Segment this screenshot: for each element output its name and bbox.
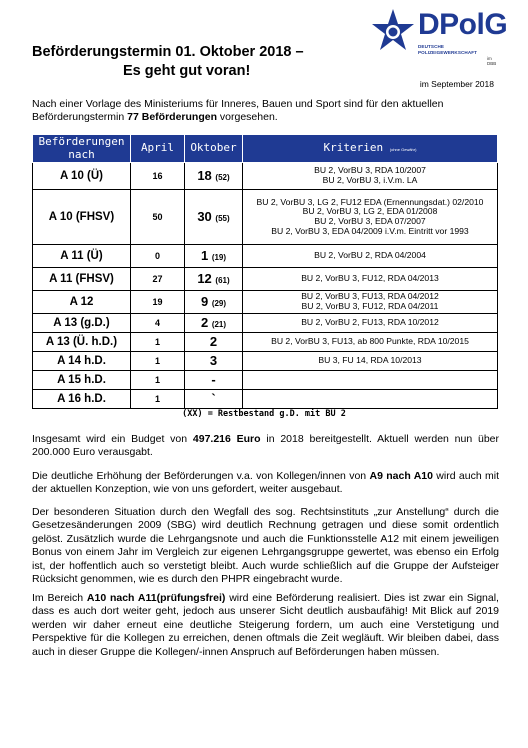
promotion-table — [32, 134, 498, 409]
intro-paragraph — [32, 98, 500, 125]
table-footnote: (XX) = Restbestand g.D. mit BU 2 — [182, 409, 346, 419]
budget-paragraph — [32, 433, 499, 460]
p4-before: Im Bereich — [32, 592, 87, 604]
cell-grade: A 13 (Ü. h.D.) — [33, 333, 131, 352]
kriterium-line: BU 2, VorBU 3, EDA 07/2007 — [314, 216, 426, 227]
page-title: Beförderungstermin 01. Oktober 2018 – — [32, 44, 304, 60]
cell-kriterien — [243, 291, 498, 314]
cell-oktober — [185, 291, 243, 314]
cell-kriterien — [243, 352, 498, 371]
intro-text-after: vorgesehen. — [217, 111, 278, 124]
cell-grade: A 10 (FHSV) — [33, 190, 131, 245]
cell-april: 4 — [131, 314, 185, 333]
table-row — [33, 371, 498, 390]
cell-grade: A 14 h.D. — [33, 352, 131, 371]
cell-oktober — [185, 314, 243, 333]
table-row — [33, 333, 498, 352]
cell-kriterien — [243, 390, 498, 409]
oktober-value: 3 — [209, 352, 218, 368]
kriterium-line: BU 2, VorBU 3, LG 2, FU12 EDA (Ernennungsdat.) 02/2010 — [256, 196, 484, 207]
p1-after: in 2018 bereitgestellt. Aktuell werden nun über 200.000 Euro verausgabt. — [32, 433, 500, 459]
kriterium-line: BU 2, VorBU 3, FU13, ab 800 Punkte, RDA 10/2015 — [271, 336, 469, 347]
logo-name: DPolG — [418, 8, 508, 41]
table-row — [33, 245, 498, 268]
dpolg-logo — [370, 8, 508, 68]
oktober-value: - — [211, 371, 216, 387]
table-row — [33, 190, 498, 245]
p2-after: wird auch mit der aktuellen Konzeption, wie von uns gefordert, weiter ausgebaut. — [32, 470, 499, 496]
increase-paragraph — [32, 470, 499, 497]
oktober-rest: (21) — [211, 319, 227, 329]
cell-april: 1 — [131, 371, 185, 390]
kriterium-line: BU 2, VorBU 3, i.V.m. LA — [322, 175, 418, 186]
cell-april: 16 — [131, 163, 185, 190]
oktober-rest: (52) — [215, 172, 230, 182]
intro-highlight: 77 Beförderungen — [127, 111, 217, 124]
cell-kriterien — [243, 190, 498, 245]
cell-grade: A 11 (FHSV) — [33, 268, 131, 291]
table-row — [33, 291, 498, 314]
cell-april: 1 — [131, 390, 185, 409]
header-kriterien-note: (ohne Gewähr) — [389, 147, 417, 153]
star-emblem-icon — [370, 8, 416, 58]
cell-oktober — [185, 190, 243, 245]
cell-april: 27 — [131, 268, 185, 291]
kriterium-line: BU 2, VorBU 3, EDA 04/2009 i.V.m. Eintritt vor 1993 — [271, 226, 469, 237]
p4-after: wird eine Beförderung realisiert. Dies ist zwar ein Signal, dass es auch dort weiter geht, jedoch aus unserer Sicht deutlich ausbaufähig! Mit Blick auf 2019 werden wir daher erneut eine deutliche Steigerung fordern, um auch eine Verstetigung und Perspektive für die Kollegen zu erreichen, denen oftmals die Zeit wegläuft. Wir bleiben dabei, dass auch in dieser Gruppe die Kollegen/-innen Anspruch auf Beförderungen haben müssen. — [32, 592, 499, 658]
p2-bold: A9 nach A10 — [369, 470, 433, 482]
header-oktober: Oktober — [185, 135, 243, 163]
oktober-rest: (19) — [211, 252, 227, 262]
header-april: April — [131, 135, 185, 163]
kriterium-line: BU 2, VorBU 3, FU12, RDA 04/2013 — [301, 273, 439, 284]
date-line: im September 2018 — [419, 79, 494, 89]
oktober-value: 9 — [200, 293, 209, 309]
intro-text-before: Nach einer Vorlage des Ministeriums für Inneres, Bauen und Sport sind für den aktuellen Beförderungstermin — [32, 98, 444, 124]
cell-kriterien — [243, 333, 498, 352]
cell-grade: A 12 — [33, 291, 131, 314]
table-body — [33, 163, 498, 409]
oktober-rest: (55) — [215, 213, 230, 223]
p1-before: Insgesamt wird ein Budget von — [32, 433, 193, 445]
logo-subtitle: DEUTSCHE POLIZEIGEWERKSCHAFT — [418, 44, 478, 55]
cell-grade: A 13 (g.D.) — [33, 314, 131, 333]
oktober-rest: (61) — [215, 275, 230, 285]
kriterium-line: BU 2, VorBU 3, FU13, RDA 04/2012 — [301, 291, 439, 302]
cell-oktober — [185, 390, 243, 409]
cell-oktober — [185, 352, 243, 371]
oktober-value: 2 — [209, 333, 218, 349]
cell-oktober — [185, 371, 243, 390]
kriterium-line: BU 2, VorBU 3, FU12, RDA 04/2011 — [301, 301, 439, 312]
cell-kriterien — [243, 268, 498, 291]
table-row — [33, 268, 498, 291]
cell-oktober — [185, 333, 243, 352]
p2-before: Die deutliche Erhöhung der Beförderungen v.a. von Kollegen/innen von — [32, 470, 370, 482]
table-header-row — [33, 135, 498, 163]
oktober-value: 30 — [197, 208, 212, 224]
oktober-value: 12 — [197, 270, 212, 286]
table-row — [33, 163, 498, 190]
cell-grade: A 10 (Ü) — [33, 163, 131, 190]
cell-grade: A 15 h.D. — [33, 371, 131, 390]
page-subtitle: Es geht gut voran! — [123, 63, 251, 79]
p4-bold: A10 nach A11(prüfungsfrei) — [86, 592, 226, 604]
cell-april: 0 — [131, 245, 185, 268]
header-grade: Beförderungen nach — [33, 135, 131, 163]
cell-oktober — [185, 268, 243, 291]
header-kriterien — [243, 135, 498, 163]
kriterium-line: BU 2, VorBU 3, LG 2, EDA 01/2008 — [302, 206, 438, 217]
kriterium-line: BU 2, VorBU 2, FU13, RDA 10/2012 — [301, 317, 439, 328]
oktober-value: 18 — [197, 167, 212, 183]
oktober-rest: (29) — [211, 298, 227, 308]
cell-oktober — [185, 245, 243, 268]
a10-a11-paragraph — [32, 592, 499, 659]
table-row — [33, 314, 498, 333]
cell-april: 50 — [131, 190, 185, 245]
logo-subtitle-2: im DBB — [487, 56, 497, 66]
oktober-value: 2 — [200, 314, 209, 330]
table-row — [33, 352, 498, 371]
kriterium-line: BU 2, VorBU 3, RDA 10/2007 — [314, 165, 426, 176]
situation-paragraph — [32, 506, 499, 587]
cell-kriterien — [243, 163, 498, 190]
cell-oktober — [185, 163, 243, 190]
oktober-value: ` — [211, 390, 216, 406]
p3-text: Der besonderen Situation durch den Wegfall des sog. Rechtsinstituts „zur Anstellung“ durch die Gesetzesänderungen 2009 (SBG) wird deutlich Rechnung getragen und diese somit ordentlich gelöst. Zusätzlich wurde die Lehrgangsnote und auch die Funktionsstelle A12 mit einem jeweiligen Bonus von einem Jahr im Vergleich zur eigenen Lehrgangsgruppe gewertet, was ebenso ein Erfolg ist, der hoffentlich auch so verstetigt bleibt. Auch wurde schließlich auf die Gruppe der Aufsteiger Rücksicht genommen, wie es durch den PHPR eingebracht wurde. — [32, 506, 499, 586]
cell-april: 1 — [131, 352, 185, 371]
cell-kriterien — [243, 371, 498, 390]
cell-kriterien — [243, 314, 498, 333]
cell-april: 1 — [131, 333, 185, 352]
table-row — [33, 390, 498, 409]
kriterium-line: BU 3, FU 14, RDA 10/2013 — [318, 355, 422, 366]
kriterium-line: BU 2, VorBU 2, RDA 04/2004 — [314, 250, 426, 261]
p1-bold: 497.216 Euro — [192, 433, 261, 445]
header-kriterien-label: Kriterien — [323, 141, 384, 155]
cell-grade: A 16 h.D. — [33, 390, 131, 409]
cell-april: 19 — [131, 291, 185, 314]
cell-grade: A 11 (Ü) — [33, 245, 131, 268]
cell-kriterien — [243, 245, 498, 268]
oktober-value: 1 — [200, 247, 209, 263]
